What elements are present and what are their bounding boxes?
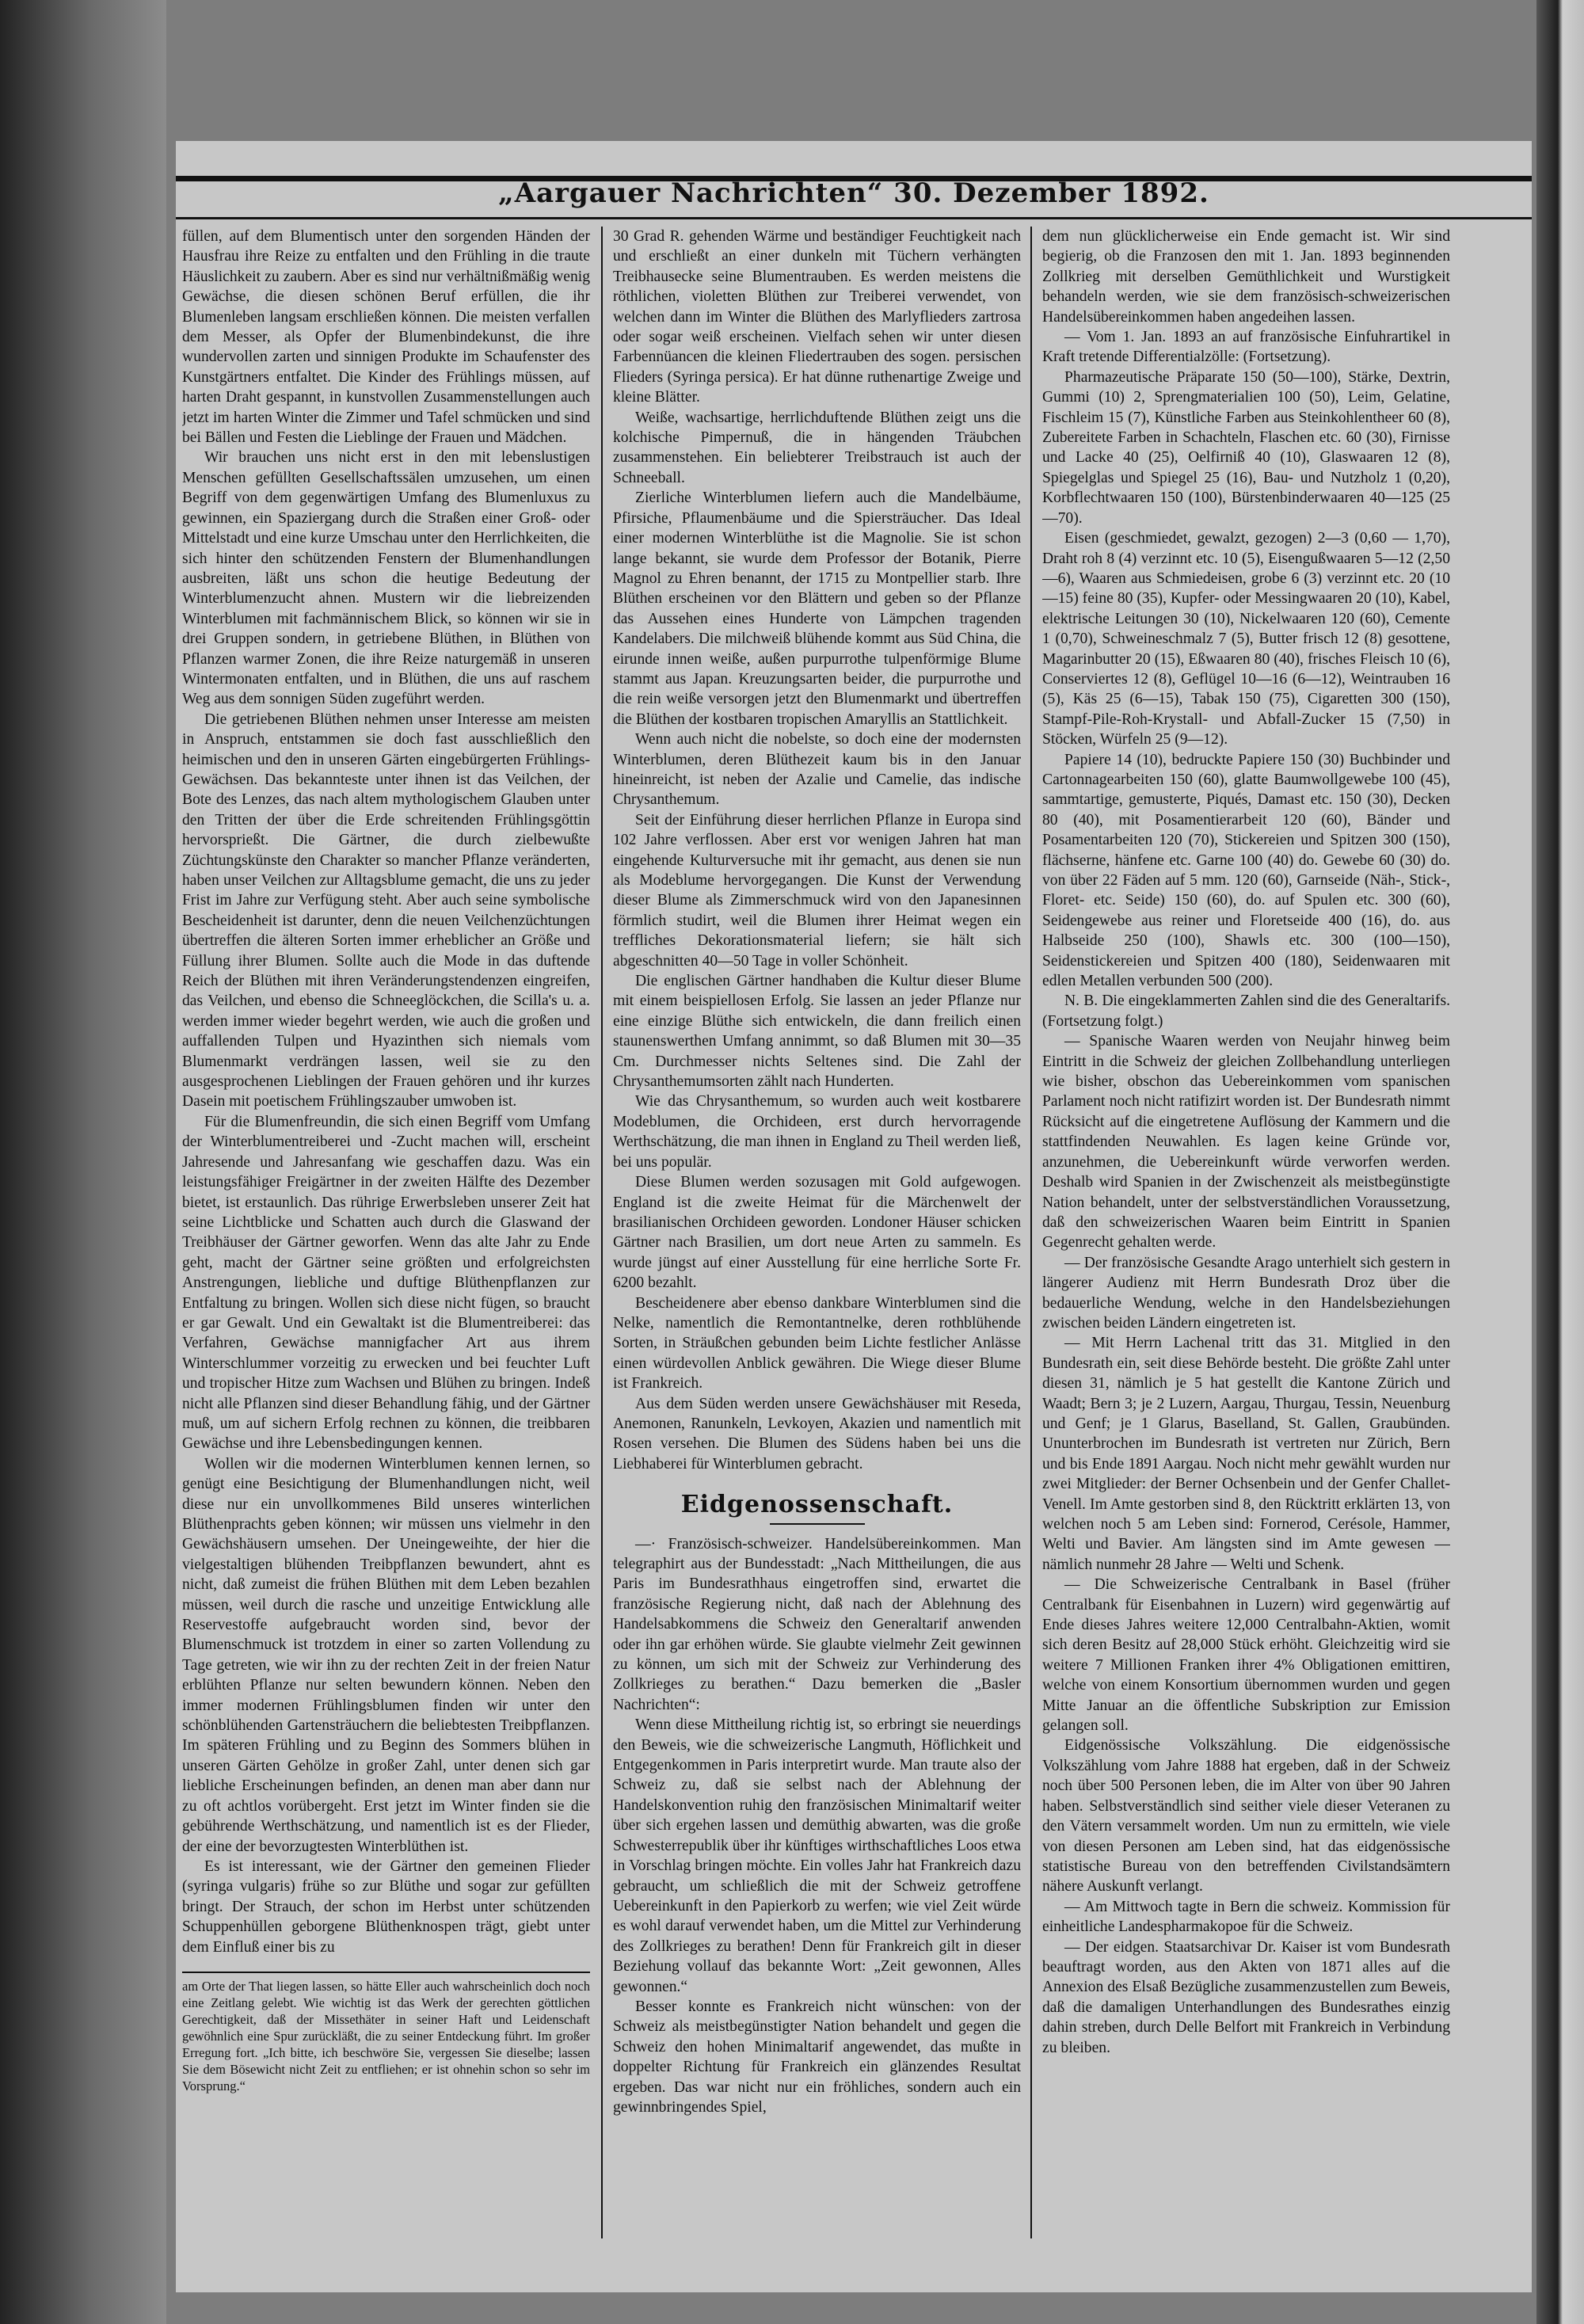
paragraph: Wenn auch nicht die nobelste, so doch eine der modernsten Winterblumen, deren Blüthezeit kaum bis in den Januar hineinreicht, ist neben der Azalie und Camelie, das indische Chrysanthemum. <box>613 731 1021 809</box>
paragraph: — Vom 1. Jan. 1893 an auf französische Einfuhrartikel in Kraft tretende Differentialzölle: (Fortsetzung). <box>1042 329 1450 366</box>
paragraph: — Spanische Waaren werden von Neujahr hinweg beim Eintritt in die Schweiz der gleichen Zollbehandlung unterliegen wie bisher, obschon das Uebereinkommen vom spanischen Parlament noch nicht ratifizirt worden ist. Der Bundesrath nimmt Rücksicht auf die eingetretene Auflösung der Kammern und die stattfindenden Neuwahlen. Es lagen keine Gründe vor, anzunehmen, die Uebereinkunft würde verworfen werden. Deshalb wird Spanien in der Zwischenzeit als meistbegünstigte Nation behandelt, unter der selbstverständlichen Voraussetzung, daß den schweizerischen Waaren beim Eintritt in Spanien Gegenrecht gehalten werde. <box>1042 1033 1450 1252</box>
paragraph: — Die Schweizerische Centralbank in Basel (früher Centralbank für Eisenbahnen in Luzern) wird gegenwärtig auf Ende dieses Jahres weitere 12,000 Centralbahn-Aktien, womit sich deren Besitz auf 28,000 Stück erhöht. Gleichzeitig wird sie weitere 7 Millionen Franken ihrer 4% Obligationen emittiren, welche von einem Konsortium übernommen wurden und gegen Mitte Januar an die öffentliche Subskription zur Emission gelangen soll. <box>1042 1576 1450 1735</box>
paragraph: Bescheidenere aber ebenso dankbare Winterblumen sind die Nelke, namentlich die Remontantnelke, deren rothblühende Sorten, in Sträußchen gebunden beim Lichte festlicher Anlässe einen würdevollen Anblick gewähren. Die Wiege dieser Blume ist Frankreich. <box>613 1294 1021 1392</box>
paragraph: Pharmazeutische Präparate 150 (50—100), Stärke, Dextrin, Gummi (10) 2, Sprengmaterialien 100 (50), Leim, Gelatine, Fischleim 15 (7), Künstliche Farben aus Steinkohlentheer 60 (8), Zubereitete Farben in Schachteln, Flaschen etc. 60 (30), Firnisse und Lacke 40 (25), Oelfirniß 40 (10), Glaswaaren 12 (8), Spiegelglas und Spiegel 25 (16), Bau- und Nutzholz 1 (0,20), Korbflechtwaaren 150 (100), Bürstenbinderwaaren 40—125 (25—70). <box>1042 368 1450 527</box>
header-rule <box>176 217 1532 219</box>
paragraph: Besser konnte es Frankreich nicht wünschen: von der Schweiz als meistbegünstigter Nation behandelt und gegen die Schweiz den hohen Minimaltarif angewendet, das mußte in doppelter Richtung für Frankreich ein glänzendes Resultat ergeben. Das war nicht nur ein fröhliches, sondern auch ein gewinnbringendes Spiel, <box>613 1998 1021 2116</box>
paragraph: Diese Blumen werden sozusagen mit Gold aufgewogen. England ist die zweite Heimat für die Märchenwelt der brasilianischen Orchideen geworden. Londoner Häuser schicken Gärtner nach Brasilien, um dort neue Arten zu sammeln. Es wurde jüngst auf einer Ausstellung für eine herrliche Sorte Fr. 6200 bezahlt. <box>613 1174 1021 1292</box>
paragraph: füllen, auf dem Blumentisch unter den sorgenden Händen der Hausfrau ihre Reize zu entfalten und den Frühling in die traute Häuslichkeit zu zaubern. Aber es sind nur verhältnißmäßig wenig Gewächse, die diesen schönen Beruf erfüllen, die ihr Blumenleben langsam erschließen können. Die meisten verfallen dem Messer, als Opfer der Blumenbindekunst, die ihre wundervollen zarten und sinnigen Produkte im Schaufenster des Kunstgärtners entfaltet. Die Kinder des Frühlings müssen, auf harten Draht gespannt, in kunstvollen Zusammenstellungen auch jetzt im harten Winter die Zimmer und Tafel schmücken und sind bei Bällen und Festen die Lieblinge der Frauen und Mädchen. <box>182 228 590 447</box>
paragraph: — Der eidgen. Staatsarchivar Dr. Kaiser ist vom Bundesrath beauftragt worden, aus den Akten von 1871 alles auf die Annexion des Elsaß Bezügliche zusammenzustellen zum Beweis, daß die damaligen Unterhandlungen des Bundesrathes einzig dahin streben, durch Delle Belfort mit Frankreich in Verbindung zu bleiben. <box>1042 1938 1450 2056</box>
column-divider <box>1030 227 1032 2238</box>
paragraph: Eisen (geschmiedet, gewalzt, gezogen) 2—3 (0,60 — 1,70), Draht roh 8 (4) verzinnt etc. 10 (5), Eisengußwaaren 5—12 (2,50—6), Waaren aus Schmiedeisen, grobe 6 (3) verzinnt etc. 20 (10—15) feine 80 (35), Kupfer- oder Messingwaaren 20 (10), Kabel, elektrische Leitungen 30 (10), Nickelwaaren 120 (60), Cemente 1 (0,70), Schweineschmalz 7 (5), Butter frisch 12 (8) gesottene, Magarinbutter 20 (15), Eßwaaren 80 (40), frisches Fleisch 10 (6), Conserviertes 12 (8), Geflügel 10—16 (6—12), Weintrauben 16 (5), Käs 25 (6—15), Tabak 150 (75), Cigaretten 300 (150), Stampf-Pile-Roh-Krystall- und Abfall-Zucker 15 (7,50) in Stöcken, Würfeln 25 (9—12). <box>1042 530 1450 749</box>
scan-border-left <box>0 0 166 2324</box>
scan-border-right <box>1536 0 1584 2324</box>
paragraph: Seit der Einführung dieser herrlichen Pflanze in Europa sind 102 Jahre verflossen. Aber erst vor wenigen Jahren hat man eingehende Kulturversuche mit ihr gemacht, aus denen sie nun als Modeblume hervorgegangen. Die Kunst der Verwendung dieser Blume als Zimmerschmuck wird von den Japanesinnen förmlich studirt, weil die Blumen ihrer Heimat wegen ein treffliches Dekorationsmaterial liefern; sie hält sich abgeschnitten 40—50 Tage in voller Schönheit. <box>613 811 1021 970</box>
paragraph: — Am Mittwoch tagte in Bern die schweiz. Kommission für einheitliche Landespharmakopoe für die Schweiz. <box>1042 1898 1450 1936</box>
footnote-text: am Orte der That liegen lassen, so hätte Eller auch wahrscheinlich doch noch eine Zeitlang gelebt. Wie wichtig ist das Werk der gerechten göttlichen Gerechtigkeit, daß der Missethäter in seiner Haft und Leidenschaft gewöhnlich eine Spur zurückläßt, die zu seiner Entdeckung führt. Im großer Erregung fort. „Ich bitte, ich beschwöre Sie, vergessen Sie dieselbe; lassen Sie dem Bösewicht nicht Zeit zu entfliehen; er ist ohnehin schon so sehr im Vorsprung.“ <box>182 1978 590 2094</box>
running-head: „Aargauer Nachrichten“ 30. Dezember 1892. <box>498 177 1209 209</box>
section-title: Eidgenossenschaft. <box>680 1491 954 1519</box>
paragraph: Wie das Chrysanthemum, so wurden auch weit kostbarere Modeblumen, die Orchideen, erst durch hervorragende Werthschätzung, die man ihnen in England zu Theil werden ließ, bei uns populär. <box>613 1093 1021 1171</box>
paragraph: — Der französische Gesandte Arago unterhielt sich gestern in längerer Audienz mit Herrn Bundesrath Droz über die bedauerliche Wendung, welche in den Handelsbeziehungen zwischen beiden Ländern eingetreten ist. <box>1042 1254 1450 1332</box>
newspaper-page <box>176 141 1532 2292</box>
paragraph: N. B. Die eingeklammerten Zahlen sind die des Generaltarifs. (Fortsetzung folgt.) <box>1042 992 1450 1030</box>
paragraph: Für die Blumenfreundin, die sich einen Begriff vom Umfang der Winterblumentreiberei und -Zucht machen will, erscheint Jahresende und Jahresanfang wie geschaffen dazu. Was ein leistungsfähiger Freigärtner in der zweiten Hälfte des Dezember bietet, ist erstaunlich. Das rührige Erwerbsleben unserer Zeit hat seine Lichtblicke und Schatten auch durch die Glaswand der Treibhäuser der Gärtner geworfen. Wenn das alte Jahr zu Ende geht, macht der Gärtner seine größten und erfolgreichsten Anstrengungen, liebliche und duftige Blüthenpflanzen zur Entfaltung zu bringen. Wollen sich diese nicht fügen, so braucht er gar Gewalt. Und ein Gewaltakt ist die Blumentreiberei: das Verfahren, Gewächse mannigfacher Art aus ihrem Winterschlummer vorzeitig zu erwecken und bei feuchter Luft und tropischer Hitze zum Wachsen und Blühen zu bringen. Indeß nicht alle Pflanzen sind dieser Behandlung fähig, und der Gärtner muß, um auf sichern Erfolg rechnen zu können, die treibbaren Gewächse und ihre Lebensbedingungen kennen. <box>182 1113 590 1453</box>
paragraph: Wenn diese Mittheilung richtig ist, so erbringt sie neuerdings den Beweis, wie die schweizerische Langmuth, Höflichkeit und Entgegenkommen in Paris interpretirt wurde. Man traute also der Schweiz zu, daß sie selbst nach der Ablehnung der Handelskonvention ruhig den französischen Minimaltarif weiter über sich ergehen lassen und demüthig abwarten, was die große Schwesterrepublik über ihr künftiges wirthschaftliches Loos etwa in Vorschlag bringen möchte. Ein volles Jahr hat Frankreich dazu gebraucht, um schließlich die mit der Schweiz getroffene Uebereinkunft in den Papierkorb zu werfen; wie viel Zeit würde es wohl darauf verwendet haben, um die Mittel zur Verhinderung des Zollkrieges zu berathen! Denn für Frankreich gilt in dieser Beziehung vollauf das bekannte Wort: „Zeit gewonnen, Alles gewonnen.“ <box>613 1716 1021 1995</box>
paragraph: dem nun glücklicherweise ein Ende gemacht ist. Wir sind begierig, ob die Franzosen den mit 1. Jan. 1893 beginnenden Zollkrieg mit derselben Gemüthlichkeit und Wurstigkeit behandeln werden, wie sie dem französisch-schweizerischen Handelsübereinkommen haben angedeihen lassen. <box>1042 228 1450 326</box>
paragraph: — Mit Herrn Lachenal tritt das 31. Mitglied in den Bundesrath ein, seit diese Behörde besteht. Die größte Zahl unter diesen 31, nämlich je 5 hat gestellt die Kantone Zürich und Waadt; Bern 3; je 2 Luzern, Aargau, Thurgau, Tessin, Neuenburg und Genf; je 1 Glarus, Baselland, St. Gallen, Graubünden. Ununterbrochen im Bundesrath ist vertreten nur Zürich, Bern und bis Ende 1891 Aargau. Noch nicht mehr gewählt wurden nur zwei Mitglieder: der Berner Ochsenbein und der Genfer Challet-Venell. Im Amte gestorben sind 8, den Rücktritt erklärten 13, von welchen noch 5 am Leben sind: Fornerod, Cerésole, Hammer, Welti und Bavier. Am längsten sind im Amte gewesen — nämlich nunmehr 28 Jahre — Welti und Schenk. <box>1042 1335 1450 1573</box>
paragraph: Zierliche Winterblumen liefern auch die Mandelbäume, Pfirsiche, Pflaumenbäume und die Spiersträucher. Das Ideal einer modernen Winterblüthe ist die Magnolie. Sie ist schon lange bekannt, sie wurde dem Professor der Botanik, Pierre Magnol zu Ehren benannt, der 1715 zu Montpellier starb. Ihre Blüthen erscheinen vor den Blättern und geben so der Pflanze das Aussehen eines Hunderte von Lämpchen tragenden Kandelabers. Die milchweiß blühende kommt aus Süd China, die eirunde innen weiße, außen purpurrothe tulpenförmige Blume stammt aus Japan. Kreuzungsarten beider, die purpurrothe und die rein weiße versorgen jetzt den Blumenmarkt und übertreffen die Blüthen der kostbaren tropischen Amaryllis an Stattlichkeit. <box>613 490 1021 728</box>
column-3 <box>1042 227 1450 2231</box>
paragraph: Eidgenössische Volkszählung. Die eidgenössische Volkszählung vom Jahre 1888 hat ergeben, daß in der Schweiz noch über 500 Personen leben, die im Alter von über 90 Jahren haben. Selbstverständlich sind seither viele dieser Veteranen zu den Vätern versammelt worden. Um nun zu ermitteln, wie viele von diesen Personen am Leben sind, hat das eidgenössische statistische Bureau von den betreffenden Civilstandsämtern nähere Auskunft verlangt. <box>1042 1737 1450 1895</box>
paragraph: Die getriebenen Blüthen nehmen unser Interesse am meisten in Anspruch, entstammen sie doch fast ausschließlich den heimischen und den in unseren Gärten eingebürgerten Frühlings-Gewächsen. Das bekannteste unter ihnen ist das Veilchen, der Bote des Lenzes, das nach altem mythologischem Glauben unter den Tritten der über die Erde schreitenden Frühlingsgöttin hervorsprießt. Die Gärtner, die durch zielbewußte Züchtungskünste den Charakter so mancher Pflanze veränderten, haben unser Veilchen zur Alltagsblume gemacht, die uns zu jeder Frist im Jahre zur Verfügung steht. Aber auch seine symbolische Bescheidenheit ist darunter, denn die neuen Veilchenzüchtungen übertreffen die älteren Sorten immer erheblicher an Größe und Füllung ihrer Blumen. Sollte auch die Mode in das duftende Reich der Blüthen mit ihren Veränderungstendenzen eingreifen, das Veilchen, und ebenso die Schneeglöckchen, die Scilla's u. a. werden immer wieder begehrt werden, wie auch die großen und auffallenden Tulpen und Hyazinthen sich niemals vom Blumenmarkt verdrängen lassen, weil sie zu den ausgesprochenen Lieblingen der Frauen gehören und ihr kurzes Dasein mit poetischem Frühlingszauber umwoben ist. <box>182 711 590 1111</box>
paragraph: —· Französisch-schweizer. Handelsübereinkommen. Man telegraphirt aus der Bundesstadt: „Nach Mittheilungen, die aus Paris im Bundesrathhaus eingetroffen sind, erwartet die französische Regierung nicht, daß nach der Ablehnung des Handelsabkommens die Schweiz den Generaltarif anwenden oder ihn gar erhöhen würde. Sie glaubte vielmehr Zeit gewinnen zu können, um sich mit der Schweiz zur Verhinderung des Zollkrieges zu berathen.“ Dazu bemerken die „Basler Nachrichten“: <box>613 1535 1021 1713</box>
paragraph: Wollen wir die modernen Winterblumen kennen lernen, so genügt eine Besichtigung der Blumenhandlungen nicht, weil diese nur ein unvollkommenes Bild unseres winterlichen Blüthenprachts geben können; wir müssen uns vielmehr in den Gewächshäusern umsehen. Der Uneingeweihte, der hier die vielgestaltigen blühenden Treibpflanzen bewundert, ahnt es nicht, daß zumeist die frühen Blüthen mit dem Leben bezahlen müssen, weil durch die rasche und unzeitige Entwicklung alle Reservestoffe aufgebraucht worden sind, bevor der Blumenschmuck ist trotzdem in einer so zarten Vollendung zu Tage getreten, wie wir ihn zu der rechten Zeit in der freien Natur erblühten Pflanze nur selten bewundern können. Neben den immer modernen Frühlingsblumen finden wir unter den schönblühenden Gartensträuchern die beliebtesten Treibpflanzen. Im späteren Frühling und zu Beginn des Sommers blühen in unseren Gärten Gehölze in großer Zahl, unter denen sich gar liebliche Erscheinungen befinden, an denen man aber dann nur zu oft achtlos vorübergeht. Erst jetzt im Winter finden sie die gebührende Werthschätzung, und namentlich ist es der Flieder, der eine der bevorzugtesten Winterblüthen ist. <box>182 1455 590 1855</box>
paragraph: Wir brauchen uns nicht erst in den mit lebenslustigen Menschen gefüllten Gesellschaftssälen umzusehen, um einen Begriff von dem gegenwärtigen Umfang des Blumenluxus zu gewinnen, ein Spaziergang durch die Straßen einer Groß- oder Mittelstadt und eine kurze Umschau unter den Herrlichkeiten, die sich hinter den schützenden Fenstern der Blumenhandlungen ausbreiten, läßt uns schon die heutige Bedeutung der Winterblumenzucht ahnen. Mustern wir die liebreizenden Winterblumen mit fachmännischem Blick, so können wir sie in drei Gruppen sondern, in getriebene Blüthen, in Blüthen von Pflanzen warmer Zonen, die ihre Reize naturgemäß in unseren Wintermonaten entfalten, und in Blüthen, die uns auf raschem Weg aus dem sonnigen Süden zugeführt werden. <box>182 449 590 708</box>
column-divider <box>601 227 603 2238</box>
paragraph: Weiße, wachsartige, herrlichduftende Blüthen zeigt uns die kolchische Pimpernuß, die in hängenden Träubchen zusammenstehen. Ein beliebterer Treibstrauch ist auch der Schneeball. <box>613 409 1021 486</box>
paragraph: Die englischen Gärtner handhaben die Kultur dieser Blume mit einem beispiellosen Erfolg. Sie lassen an jeder Pflanze nur eine einzige Blüthe sich entwickeln, die dann freilich einen staunenswerthen Umfang annimmt, so daß Blumen mit 30—35 Cm. Durchmesser nichts Seltenes sind. Die Zahl der Chrysanthemumsorten zählt nach Hunderten. <box>613 973 1021 1091</box>
column-1 <box>182 227 590 2231</box>
paragraph: Papiere 14 (10), bedruckte Papiere 150 (30) Buchbinder und Cartonnagearbeiten 150 (60), glatte Baumwollgewebe 100 (45), sammtartige, gemusterte, Piqués, Damast etc. 150 (30), Decken 80 (40), mit Posamentierarbeit 120 (60), Bänder und Posamentarbeiten 120 (70), Stickereien und Spitzen 300 (150), flächserne, hänfene etc. Garne 100 (40) do. Gewebe 60 (30) do. von über 22 Fäden auf 5 mm. 120 (60), Garnseide (Näh-, Stick-, Floret- etc. Seide) 150 (60), do. auf Spulen etc. 300 (60), Seidengewebe aus reiner und Floretseide 400 (16), do. aus Halbseide 250 (100), Shawls etc. 300 (100—150), Seidenstickereien und Spitzen 400 (180), Seidenwaaren mit edlen Metallen verbunden 500 (200). <box>1042 751 1450 990</box>
section-rule <box>770 1523 865 1525</box>
paragraph: 30 Grad R. gehenden Wärme und beständiger Feuchtigkeit nach und erschließt an einer dunkeln mit Tüchern verhängten Treibhausecke seine Blumentrauben. Es werden meistens die röthlichen, violetten Blüthen zur Treiberei verwendet, von welchen dann im Winter die Blüthen des Marlyflieders zartrosa oder sogar weiß erscheinen. Vielfach sehen wir unter diesen Farbennüancen die kleinen Fliedertrauben des sogen. persischen Flieders (Syringa persica). Er hat dünne ruthenartige Zweige und kleine Blätter. <box>613 228 1021 406</box>
paragraph: Es ist interessant, wie der Gärtner den gemeinen Flieder (syringa vulgaris) frühe so zur Blüthe und sogar zur gefüllten bringt. Der Strauch, der schon im Herbst unter schützenden Schuppenhüllen geborgene Blüthenknospen trägt, giebt unter dem Einfluß einer bis zu <box>182 1857 590 1956</box>
feuilleton-footnote <box>182 1972 590 2094</box>
column-2 <box>613 227 1021 2231</box>
paragraph: Aus dem Süden werden unsere Gewächshäuser mit Reseda, Anemonen, Ranunkeln, Levkoyen, Akazien und namentlich mit Rosen versehen. Die Blumen des Südens haben bei uns die Liebhaberei für Winterblumen gebracht. <box>613 1395 1021 1473</box>
